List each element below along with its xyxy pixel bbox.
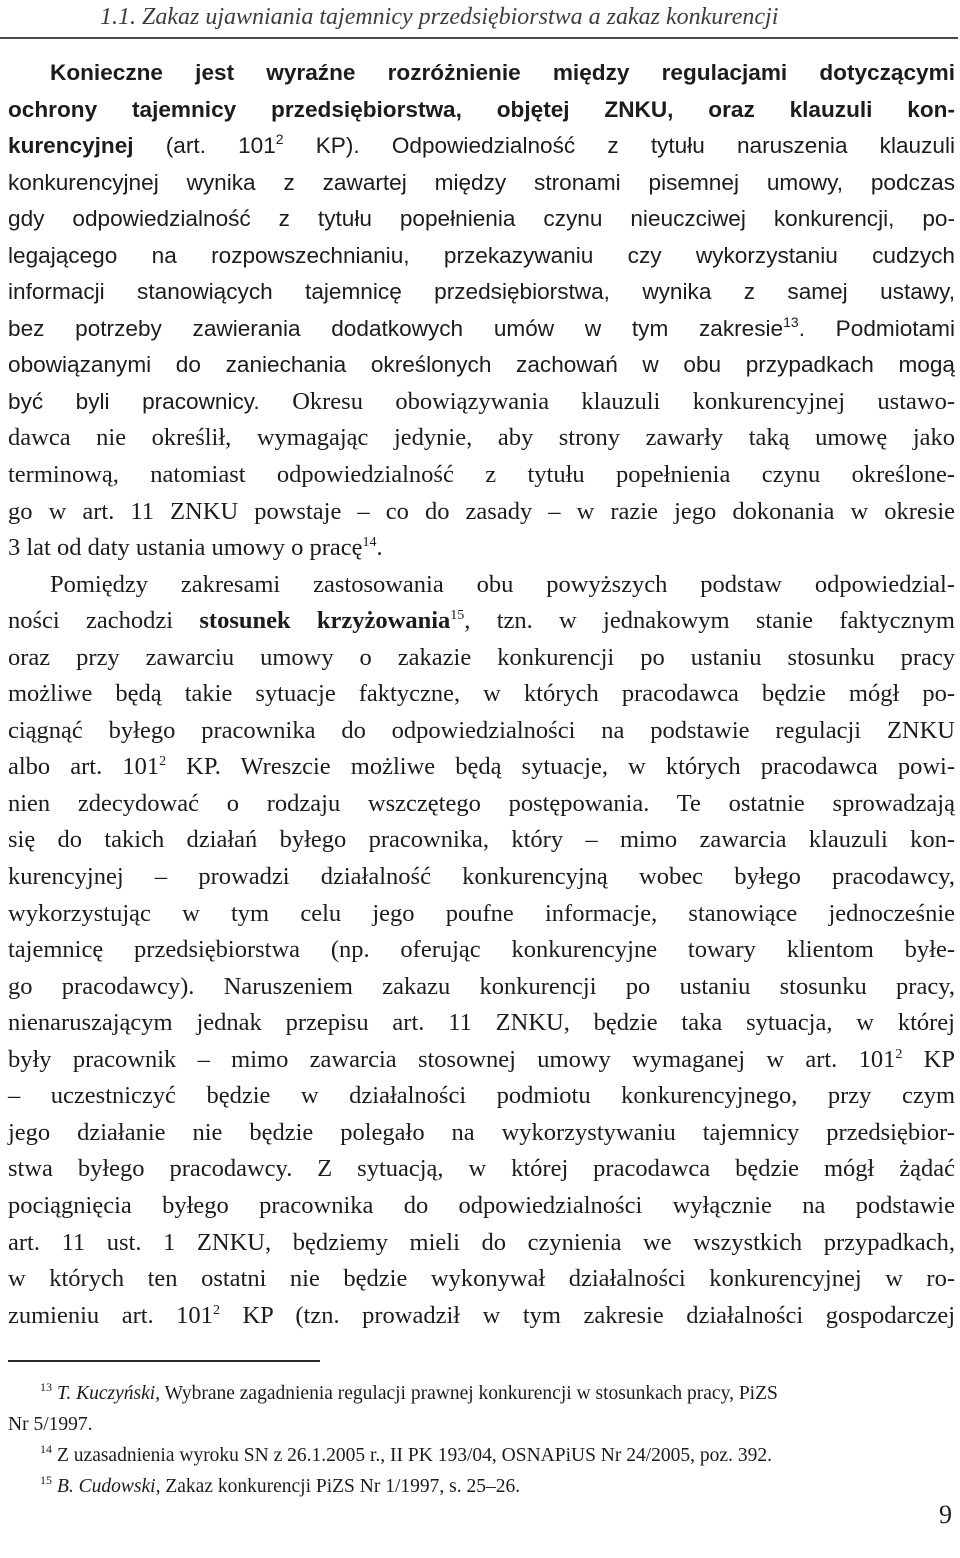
text-line: bez potrzeby zawierania dodatkowych umów w tym zakresie$^{13}$. Podmiotami	[8, 313, 955, 341]
text-line: kurencyjnej – prowadzi działalność konkurencyjną wobec byłego pracodawcy,	[8, 863, 955, 891]
main-text	[8, 55, 955, 1334]
text-line: go pracodawcy). Naruszeniem zakazu konkurencji po ustaniu stosunku pracy,	[8, 972, 955, 1000]
footnote-ref-14: 14	[362, 535, 377, 551]
text-line: stwa byłego pracodawcy. Z sytuacją, w której pracodawca będzie mógł żądać	[8, 1155, 955, 1183]
text-line: wykorzystując w tym celu jego poufne informacje, stanowiące jednocześnie	[8, 899, 955, 927]
text-line: – uczestniczyć będzie w działalności podmiotu konkurencyjnego, przy czym	[8, 1082, 955, 1110]
text-line: tajemnicę przedsiębiorstwa (np. oferując konkurencyjne towary klientom byłe-	[8, 936, 955, 964]
footnote-14: $^{14}$ Z uzasadnienia wyroku SN z 26.1.2005 r., II PK 193/04, OSNAPiUS Nr 24/2005, poz. 392.	[40, 1442, 772, 1466]
text-line: zumieniu art. $101^2$ KP (tzn. prowadził w tym zakresie działalności gospodarczej	[8, 1301, 955, 1329]
text-line: ochrony tajemnicy przedsiębiorstwa, objętej ZNKU, oraz klauzuli kon-	[8, 96, 955, 122]
text-line: art. 11 ust. 1 ZNKU, będziemy mieli do czynienia we wszystkich przypadkach,	[8, 1228, 955, 1256]
text-line: terminową, natomiast odpowiedzialność z tytułu popełnienia czynu określone-	[8, 461, 955, 489]
text-line: dawca nie określił, wymagając jedynie, aby strony zawarły taką umowę jako	[8, 424, 955, 452]
footnote-ref-15: 15	[450, 608, 465, 624]
text-line: informacji stanowiących tajemnicę przedsiębiorstwa, wynika z samej ustawy,	[8, 279, 955, 305]
text-line: w których ten ostatni nie będzie wykonywał działalności konkurencyjnej w ro-	[8, 1265, 955, 1293]
text-line: oraz przy zawarciu umowy o zakazie konkurencji po ustaniu stosunku pracy	[8, 643, 955, 671]
text-line: legającego na rozpowszechnianiu, przekazywaniu czy wykorzystaniu cudzych	[8, 242, 955, 268]
footnote-author: B. Cudowski	[57, 1476, 156, 1497]
text-line: się do takich działań byłego pracownika, który – mimo zawarcia klauzuli kon-	[8, 826, 955, 854]
text-line: ności zachodzi stosunek krzyżowania$^{15}$, tzn. w jednakowym stanie faktycznym	[8, 607, 955, 635]
header-rule	[0, 37, 958, 39]
text-line: ciągnąć byłego pracownika do odpowiedzialności na podstawie regulacji ZNKU	[8, 716, 955, 744]
footnote-13-continuation: Nr 5/1997.	[8, 1414, 93, 1435]
page-number: 9	[939, 1500, 952, 1529]
text-line: albo art. $101^2$ KP. Wreszcie możliwe będą sytuacje, w których pracodawca powi-	[8, 753, 955, 781]
text-line: go w art. 11 ZNKU powstaje – co do zasady – w razie jego dokonania w okresie	[8, 497, 955, 525]
text-line: jego działanie nie będzie polegało na wykorzystywaniu tajemnicy przedsiębior-	[8, 1118, 955, 1146]
text-line: pociągnięcia byłego pracownika do odpowiedzialności wyłącznie na podstawie	[8, 1191, 955, 1219]
text-line: być byli pracownicy. Okresu obowiązywania klauzuli konkurencyjnej ustawo-	[8, 387, 956, 415]
footnotes	[8, 1378, 955, 1502]
text-line: gdy odpowiedzialność z tytułu popełnienia czynu nieuczciwej konkurencji, po-	[8, 206, 955, 232]
footnote-ref-13: 13	[783, 313, 799, 330]
text-line: nien zdecydować o rodzaju wszczętego postępowania. Te ostatnie sprowadzają	[8, 789, 955, 817]
text-line: możliwe będą takie sytuacje faktyczne, w których pracodawca będzie mógł po-	[8, 680, 955, 708]
text-line: Konieczne jest wyraźne rozróżnienie między regulacjami dotyczącymi	[50, 60, 955, 85]
text-line: 3 lat od daty ustania umowy o pracę$^{14}$.	[8, 534, 383, 562]
text-line: obowiązanymi do zaniechania określonych zachowań w obu przypadkach mogą	[8, 352, 955, 378]
footnote-13: $^{13}$ T. Kuczyński, Wybrane zagadnienia regulacji prawnej konkurencji w stosunkach pracy, PiZS	[40, 1380, 778, 1404]
running-title: 1.1. Zakaz ujawniania tajemnicy przedsiębiorstwa a zakaz konkurencji	[100, 4, 779, 30]
footnote-15: $^{15}$ B. Cudowski, Zakaz konkurencji PiZS Nr 1/1997, s. 25–26.	[40, 1473, 521, 1497]
text-line: były pracownik – mimo zawarcia stosownej umowy wymaganej w art. $101^2$ KP	[8, 1045, 955, 1073]
text-line: nienaruszającym jednak przepisu art. 11 ZNKU, będzie taka sytuacja, w której	[8, 1009, 955, 1037]
text-line: kurencyjnej (art. $101^2$ KP). Odpowiedzialność z tytułu naruszenia klauzuli	[8, 131, 956, 159]
text-line: konkurencyjnej wynika z zawartej między stronami pisemnej umowy, podczas	[8, 169, 955, 195]
footnote-author: T. Kuczyński	[57, 1383, 156, 1404]
footnote-separator	[8, 1360, 320, 1362]
text-line: Pomiędzy zakresami zastosowania obu powyższych podstaw odpowiedzial-	[50, 570, 955, 598]
